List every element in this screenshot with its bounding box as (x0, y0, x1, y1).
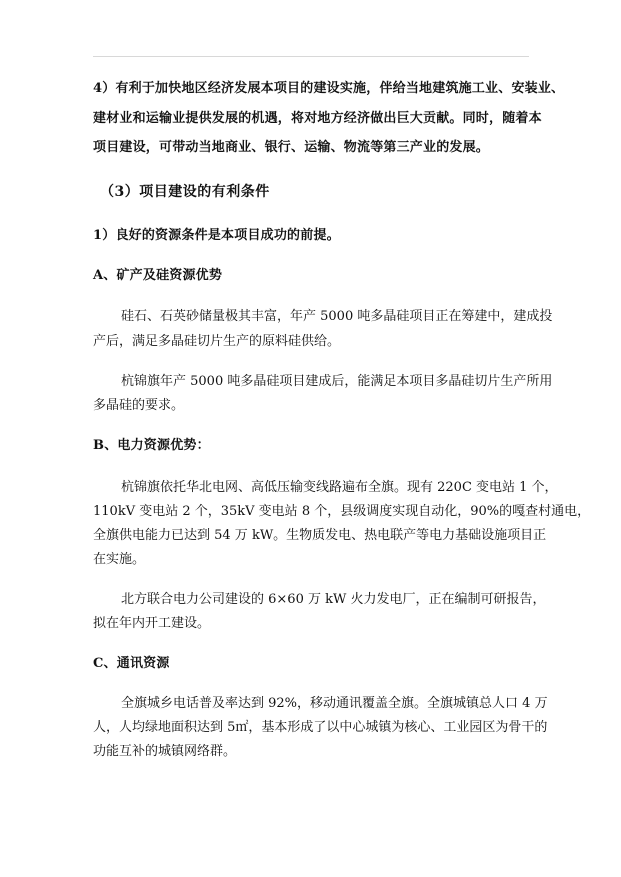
paragraph-b1-line-2: 110kV 变电站 2 个，35kV 变电站 8 个，县级调度实现自动化，90%的嘎查村通电， (93, 504, 591, 519)
paragraph-c1-line-3: 功能互补的城镇网络群。 (93, 744, 237, 759)
heading-b: B、电力资源优势： (93, 438, 210, 453)
paragraph-a2-line-1: 杭锦旗年产 5000 吨多晶硅项目建成后，能满足本项目多晶硅切片生产所用 (121, 374, 553, 389)
paragraph-a2-line-2: 多晶硅的要求。 (93, 398, 185, 413)
paragraph-b2-line-2: 拟在年内开工建设。 (93, 616, 211, 631)
heading-a: A、矿产及硅资源优势 (93, 268, 223, 283)
paragraph-b1-line-3: 全旗供电能力已达到 54 万 kW。生物质发电、热电联产等电力基础设施项目正 (93, 528, 547, 543)
paragraph-c1-line-2: 人，人均绿地面积达到 5㎡，基本形成了以中心城镇为核心、工业园区为骨干的 (93, 720, 548, 735)
section-title: （3）项目建设的有利条件 (100, 184, 270, 200)
header-rule (93, 56, 529, 57)
paragraph-a1-line-2: 产后，满足多晶硅切片生产的原料硅供给。 (93, 334, 341, 349)
heading-c: C、通讯资源 (93, 656, 170, 671)
paragraph-4-line-1: 4）有利于加快地区经济发展本项目的建设实施，伴给当地建筑施工业、安装业、 (93, 81, 565, 96)
paragraph-4-line-3: 项目建设，可带动当地商业、银行、运输、物流等第三产业的发展。 (93, 140, 490, 155)
paragraph-a1-line-1: 硅石、石英砂储量极其丰富，年产 5000 吨多晶硅项目正在筹建中，建成投 (121, 309, 553, 324)
paragraph-4-line-2: 建材业和运输业提供发展的机遇，将对地方经济做出巨大贡献。同时，随着本 (93, 111, 542, 126)
paragraph-c1-line-1: 全旗城乡电话普及率达到 92%，移动通讯覆盖全旗。全旗城镇总人口 4 万 (121, 696, 548, 711)
paragraph-b1-line-4: 在实施。 (93, 552, 146, 567)
paragraph-b1-line-1: 杭锦旗依托华北电网、高低压输变线路遍布全旗。现有 220C 变电站 1 个， (121, 480, 558, 495)
paragraph-b2-line-1: 北方联合电力公司建设的 6×60 万 kW 火力发电厂，正在编制可研报告， (121, 592, 546, 607)
sub-heading-1: 1）良好的资源条件是本项目成功的前提。 (93, 228, 340, 243)
